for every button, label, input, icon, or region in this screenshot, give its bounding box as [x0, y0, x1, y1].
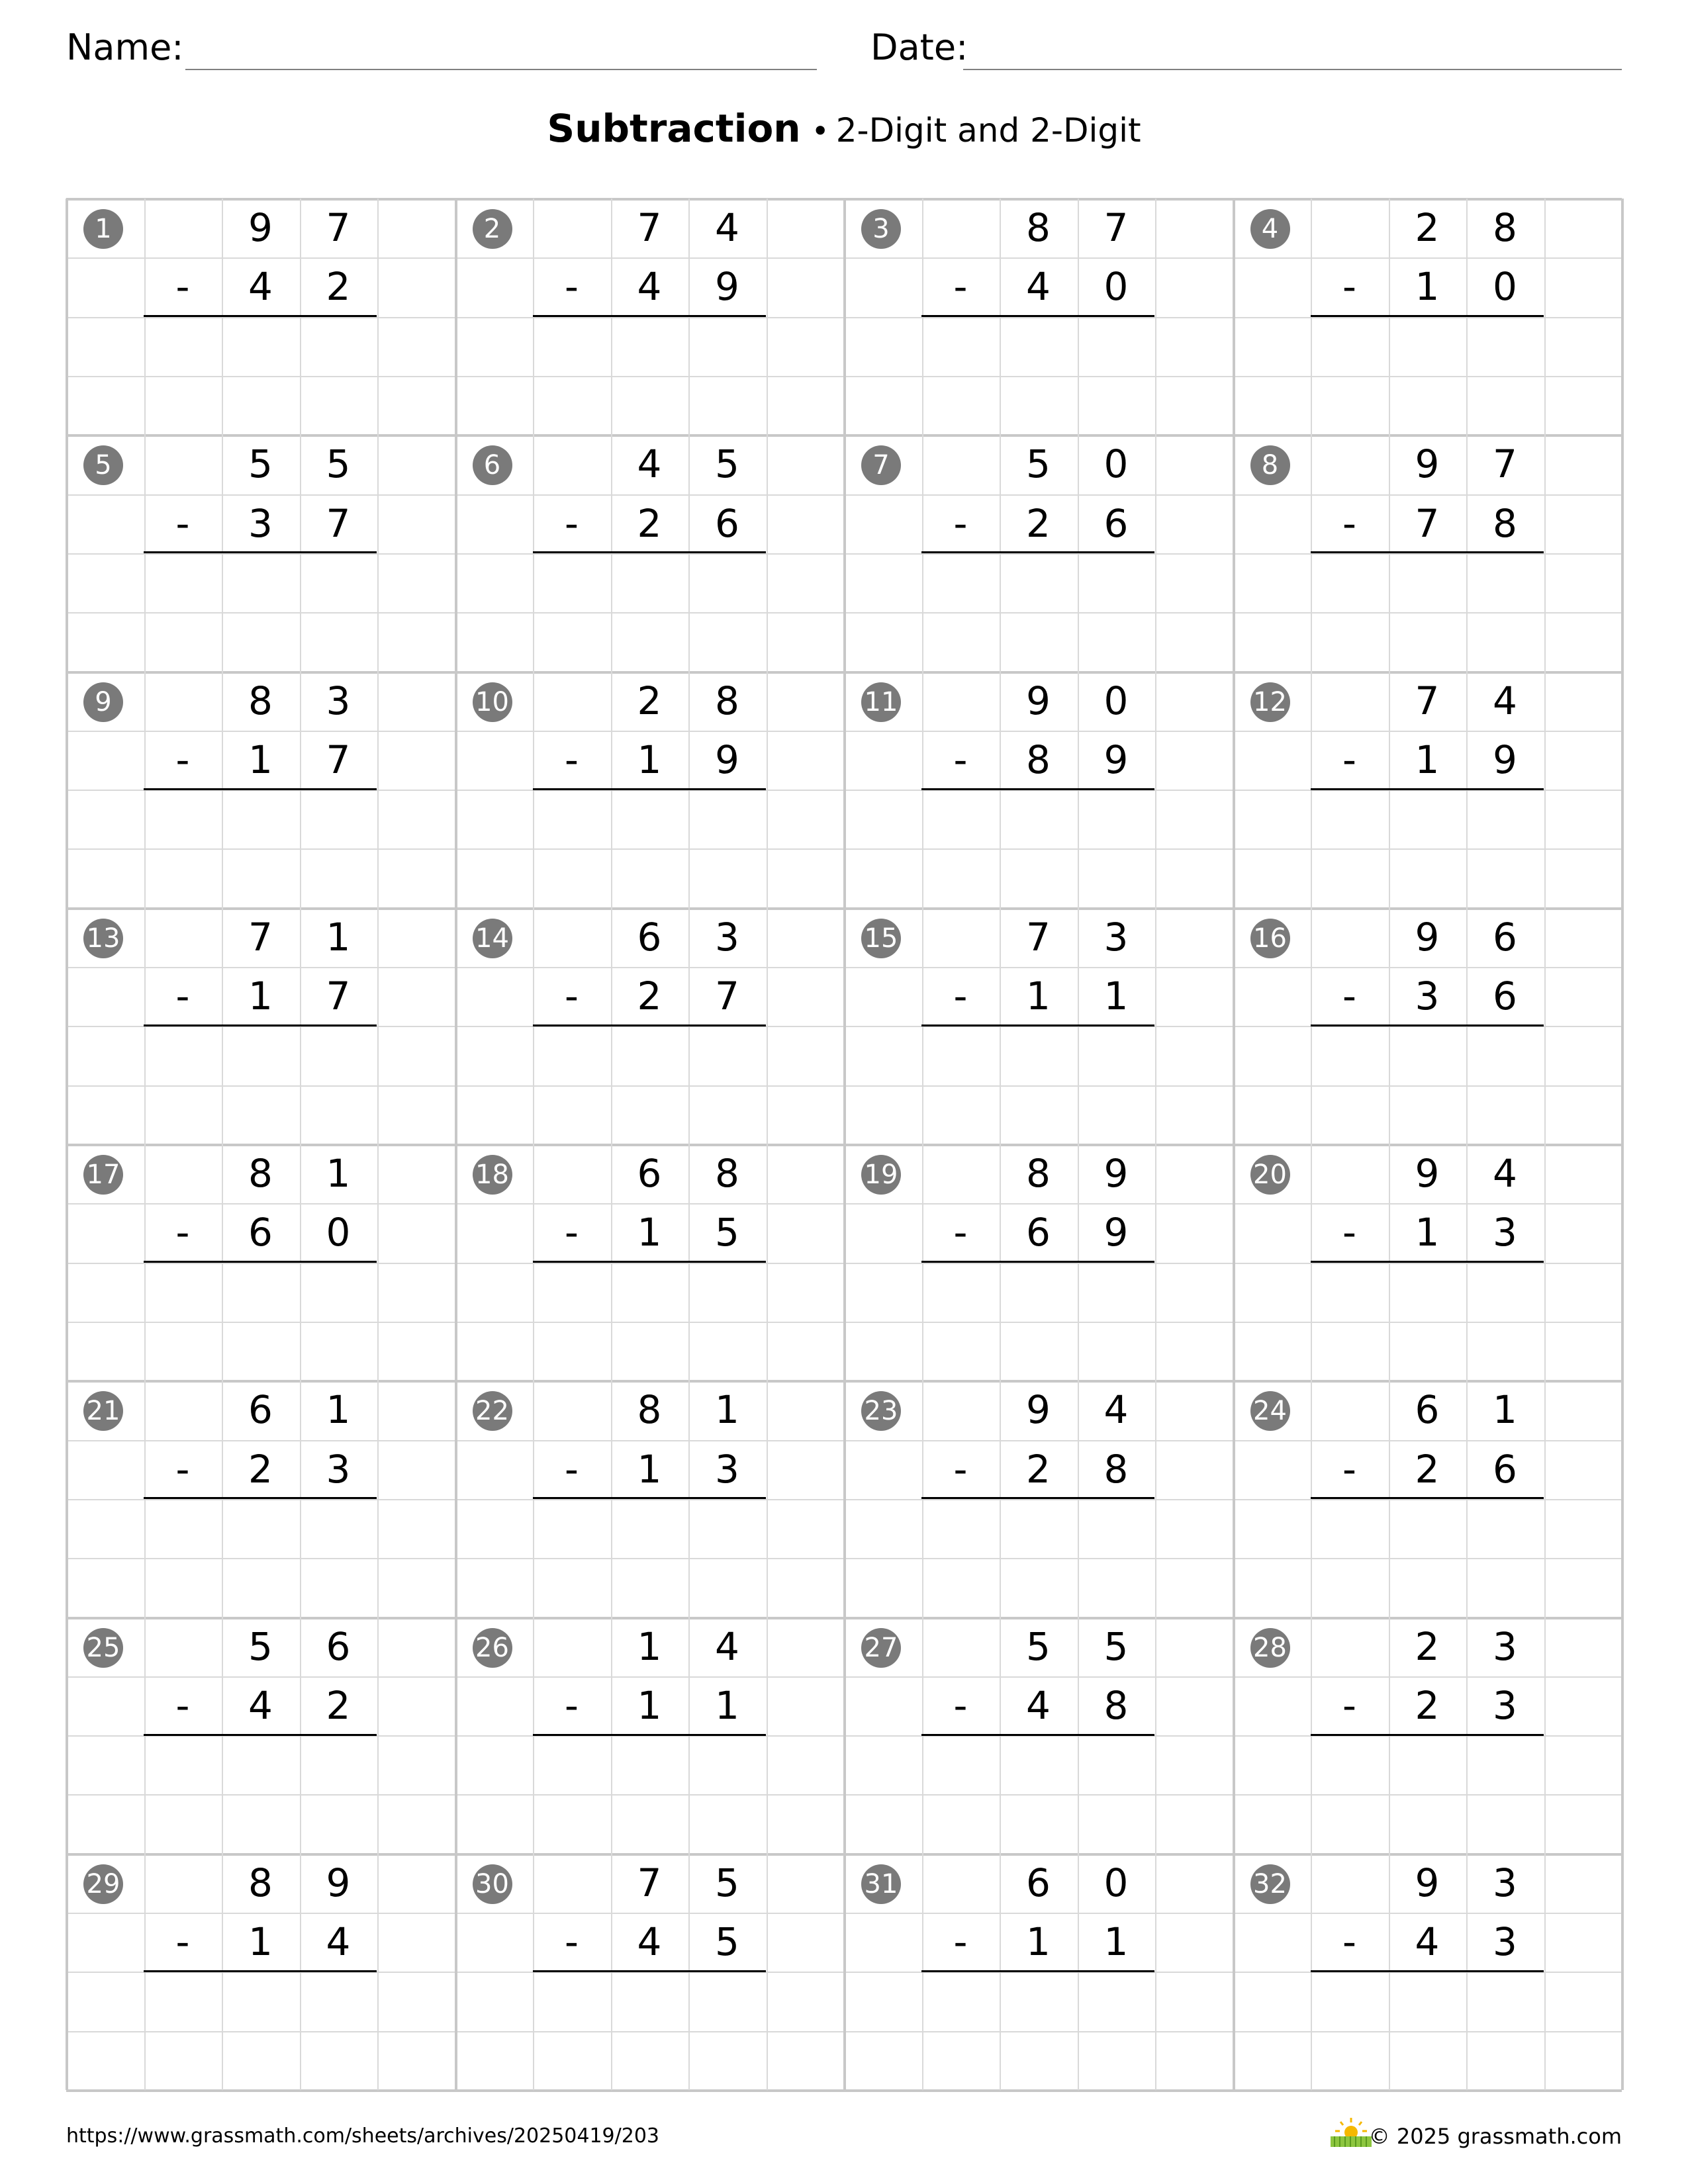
problem-number-badge: 17 [83, 1155, 123, 1195]
minuend-tens-digit: 7 [637, 1860, 662, 1905]
answer-underline [1311, 315, 1544, 317]
problem-25 [66, 1617, 455, 1854]
minus-operator: - [953, 1919, 968, 1965]
answer-underline [921, 1024, 1154, 1026]
subtrahend-ones-digit: 9 [715, 264, 739, 310]
subtrahend-tens-digit: 1 [248, 737, 273, 782]
answer-underline [1311, 1734, 1544, 1736]
problem-number-badge: 7 [861, 445, 901, 485]
subtrahend-tens-digit: 2 [1026, 500, 1051, 546]
minuend-ones-digit: 3 [715, 914, 739, 960]
minuend-tens-digit: 2 [1415, 205, 1440, 250]
subtrahend-tens-digit: 7 [1415, 500, 1440, 546]
minuend-tens-digit: 9 [1026, 1387, 1051, 1433]
problem-22 [455, 1381, 844, 1617]
date-label: Date: [870, 26, 968, 68]
minuend-tens-digit: 7 [1415, 678, 1440, 723]
worksheet-title [0, 106, 1688, 151]
subtrahend-ones-digit: 9 [715, 737, 739, 782]
minuend-tens-digit: 2 [637, 678, 662, 723]
subtrahend-tens-digit: 4 [248, 1682, 273, 1728]
title-main: Subtraction [547, 106, 801, 151]
problem-7 [844, 435, 1233, 671]
minuend-ones-digit: 8 [715, 1151, 739, 1196]
minuend-ones-digit: 1 [715, 1387, 739, 1433]
minus-operator: - [953, 1210, 968, 1255]
minuend-ones-digit: 0 [1103, 441, 1129, 487]
subtrahend-ones-digit: 3 [326, 1446, 351, 1492]
problem-number-badge: 4 [1250, 209, 1290, 249]
subtrahend-ones-digit: 8 [1103, 1682, 1129, 1728]
answer-underline [533, 1734, 766, 1736]
minus-operator: - [1342, 974, 1356, 1019]
answer-underline [533, 315, 766, 317]
problem-28 [1233, 1617, 1622, 1854]
problem-number-badge: 26 [473, 1628, 512, 1668]
grass-sun-logo-icon [1329, 2115, 1373, 2148]
minus-operator: - [565, 1210, 579, 1255]
minuend-ones-digit: 5 [715, 1860, 739, 1905]
minuend-ones-digit: 7 [326, 205, 351, 250]
subtrahend-tens-digit: 1 [637, 1210, 662, 1255]
minus-operator: - [175, 1210, 190, 1255]
minuend-tens-digit: 8 [248, 1151, 273, 1196]
problem-29 [66, 1854, 455, 2090]
subtrahend-tens-digit: 4 [1026, 264, 1051, 310]
minuend-ones-digit: 7 [1103, 205, 1129, 250]
answer-underline [144, 1970, 377, 1972]
minuend-tens-digit: 7 [248, 914, 273, 960]
minuend-ones-digit: 1 [326, 1387, 351, 1433]
minus-operator: - [175, 1919, 190, 1965]
minus-operator: - [1342, 1919, 1356, 1965]
problem-number-badge: 27 [861, 1628, 901, 1668]
minus-operator: - [953, 264, 968, 310]
minuend-tens-digit: 9 [248, 205, 273, 250]
answer-underline [533, 1261, 766, 1263]
answer-underline [533, 1970, 766, 1972]
minuend-ones-digit: 1 [326, 914, 351, 960]
answer-underline [1311, 1497, 1544, 1499]
answer-underline [1311, 1261, 1544, 1263]
problem-number-badge: 21 [83, 1391, 123, 1431]
minuend-ones-digit: 1 [1493, 1387, 1517, 1433]
problem-13 [66, 908, 455, 1144]
problem-14 [455, 908, 844, 1144]
subtrahend-ones-digit: 7 [326, 974, 351, 1019]
answer-underline [144, 788, 377, 790]
minuend-ones-digit: 0 [1103, 1860, 1129, 1905]
minuend-ones-digit: 7 [1493, 441, 1517, 487]
problem-number-badge: 23 [861, 1391, 901, 1431]
subtrahend-ones-digit: 1 [715, 1682, 739, 1728]
problem-32 [1233, 1854, 1622, 2090]
minus-operator: - [953, 737, 968, 782]
subtrahend-ones-digit: 6 [1103, 500, 1129, 546]
minus-operator: - [175, 974, 190, 1019]
answer-underline [144, 551, 377, 553]
minuend-ones-digit: 4 [1103, 1387, 1129, 1433]
subtrahend-ones-digit: 9 [1103, 1210, 1129, 1255]
minus-operator: - [1342, 264, 1356, 310]
subtrahend-ones-digit: 2 [326, 1682, 351, 1728]
minuend-ones-digit: 8 [715, 678, 739, 723]
subtrahend-ones-digit: 0 [1103, 264, 1129, 310]
minus-operator: - [953, 1446, 968, 1492]
minuend-tens-digit: 4 [637, 441, 662, 487]
minus-operator: - [175, 264, 190, 310]
subtrahend-ones-digit: 0 [1493, 264, 1517, 310]
minuend-tens-digit: 7 [1026, 914, 1051, 960]
minus-operator: - [175, 737, 190, 782]
minus-operator: - [1342, 1210, 1356, 1255]
subtrahend-ones-digit: 1 [1103, 1919, 1129, 1965]
subtrahend-ones-digit: 0 [326, 1210, 351, 1255]
footer-url: https://www.grassmath.com/sheets/archives/20250419/203 [66, 2124, 660, 2148]
problem-number-badge: 24 [1250, 1391, 1290, 1431]
problem-number-badge: 12 [1250, 682, 1290, 722]
problem-10 [455, 672, 844, 908]
minus-operator: - [565, 737, 579, 782]
problem-2 [455, 199, 844, 435]
minus-operator: - [565, 1446, 579, 1492]
answer-underline [921, 315, 1154, 317]
subtrahend-ones-digit: 9 [1103, 737, 1129, 782]
minuend-ones-digit: 3 [1493, 1623, 1517, 1669]
problem-3 [844, 199, 1233, 435]
answer-underline [921, 551, 1154, 553]
answer-underline [144, 1497, 377, 1499]
problem-number-badge: 1 [83, 209, 123, 249]
problem-grid [66, 199, 1622, 2090]
problem-19 [844, 1144, 1233, 1381]
title-separator: • [811, 113, 829, 149]
minus-operator: - [953, 500, 968, 546]
answer-underline [533, 788, 766, 790]
minuend-tens-digit: 1 [637, 1623, 662, 1669]
minuend-ones-digit: 9 [326, 1860, 351, 1905]
minuend-tens-digit: 7 [637, 205, 662, 250]
minuend-ones-digit: 9 [1103, 1151, 1129, 1196]
subtrahend-tens-digit: 1 [248, 974, 273, 1019]
name-label: Name: [66, 26, 184, 68]
subtrahend-ones-digit: 8 [1103, 1446, 1129, 1492]
minus-operator: - [175, 500, 190, 546]
minuend-tens-digit: 9 [1415, 441, 1440, 487]
problem-number-badge: 5 [83, 445, 123, 485]
subtrahend-tens-digit: 3 [248, 500, 273, 546]
subtrahend-ones-digit: 3 [1493, 1919, 1517, 1965]
subtrahend-tens-digit: 4 [1415, 1919, 1440, 1965]
minuend-tens-digit: 9 [1415, 1860, 1440, 1905]
minuend-tens-digit: 6 [1026, 1860, 1051, 1905]
subtrahend-ones-digit: 4 [326, 1919, 351, 1965]
subtrahend-tens-digit: 1 [637, 737, 662, 782]
answer-underline [1311, 1970, 1544, 1972]
problem-number-badge: 15 [861, 919, 901, 958]
minuend-tens-digit: 6 [637, 1151, 662, 1196]
answer-underline [533, 1024, 766, 1026]
problem-number-badge: 20 [1250, 1155, 1290, 1195]
subtrahend-ones-digit: 6 [1493, 974, 1517, 1019]
problem-number-badge: 16 [1250, 919, 1290, 958]
problem-number-badge: 2 [473, 209, 512, 249]
minuend-tens-digit: 8 [248, 678, 273, 723]
answer-underline [921, 1970, 1154, 1972]
problem-number-badge: 14 [473, 919, 512, 958]
subtrahend-ones-digit: 1 [1103, 974, 1129, 1019]
subtrahend-ones-digit: 2 [326, 264, 351, 310]
subtrahend-tens-digit: 4 [248, 264, 273, 310]
answer-underline [144, 315, 377, 317]
name-field-line[interactable] [185, 69, 817, 70]
minuend-tens-digit: 5 [248, 1623, 273, 1669]
subtrahend-tens-digit: 1 [1415, 1210, 1440, 1255]
subtrahend-ones-digit: 7 [326, 500, 351, 546]
problem-4 [1233, 199, 1622, 435]
subtrahend-tens-digit: 2 [637, 500, 662, 546]
problem-number-badge: 10 [473, 682, 512, 722]
problem-8 [1233, 435, 1622, 671]
answer-underline [921, 1734, 1154, 1736]
minus-operator: - [1342, 1682, 1356, 1728]
minuend-ones-digit: 6 [326, 1623, 351, 1669]
minuend-tens-digit: 5 [248, 441, 273, 487]
minus-operator: - [1342, 1446, 1356, 1492]
minus-operator: - [953, 974, 968, 1019]
minus-operator: - [565, 1682, 579, 1728]
problem-18 [455, 1144, 844, 1381]
minuend-tens-digit: 9 [1026, 678, 1051, 723]
minuend-ones-digit: 8 [1493, 205, 1517, 250]
minuend-tens-digit: 6 [1415, 1387, 1440, 1433]
minuend-ones-digit: 4 [715, 205, 739, 250]
minuend-ones-digit: 3 [326, 678, 351, 723]
problem-number-badge: 6 [473, 445, 512, 485]
subtrahend-tens-digit: 2 [637, 974, 662, 1019]
minuend-ones-digit: 4 [1493, 678, 1517, 723]
problem-number-badge: 18 [473, 1155, 512, 1195]
minuend-ones-digit: 1 [326, 1151, 351, 1196]
answer-underline [1311, 551, 1544, 553]
answer-underline [144, 1734, 377, 1736]
subtrahend-tens-digit: 1 [1026, 1919, 1051, 1965]
minuend-ones-digit: 5 [326, 441, 351, 487]
problem-11 [844, 672, 1233, 908]
subtrahend-tens-digit: 1 [1415, 737, 1440, 782]
footer-copyright: © 2025 grassmath.com [1368, 2124, 1622, 2149]
date-field-line[interactable] [963, 69, 1622, 70]
problem-26 [455, 1617, 844, 1854]
minuend-ones-digit: 0 [1103, 678, 1129, 723]
answer-underline [921, 1497, 1154, 1499]
minuend-tens-digit: 5 [1026, 1623, 1051, 1669]
subtrahend-tens-digit: 1 [637, 1682, 662, 1728]
minus-operator: - [565, 264, 579, 310]
problem-21 [66, 1381, 455, 1617]
minus-operator: - [565, 974, 579, 1019]
problem-17 [66, 1144, 455, 1381]
subtrahend-tens-digit: 2 [1415, 1446, 1440, 1492]
minuend-tens-digit: 8 [248, 1860, 273, 1905]
minuend-ones-digit: 3 [1103, 914, 1129, 960]
problem-number-badge: 30 [473, 1864, 512, 1904]
minuend-tens-digit: 2 [1415, 1623, 1440, 1669]
problem-number-badge: 29 [83, 1864, 123, 1904]
minus-operator: - [1342, 500, 1356, 546]
problem-number-badge: 32 [1250, 1864, 1290, 1904]
subtrahend-tens-digit: 1 [1415, 264, 1440, 310]
minuend-ones-digit: 4 [715, 1623, 739, 1669]
problem-20 [1233, 1144, 1622, 1381]
answer-underline [1311, 1024, 1544, 1026]
minuend-tens-digit: 8 [637, 1387, 662, 1433]
minuend-ones-digit: 5 [715, 441, 739, 487]
minuend-ones-digit: 4 [1493, 1151, 1517, 1196]
minus-operator: - [565, 1919, 579, 1965]
problem-1 [66, 199, 455, 435]
subtrahend-tens-digit: 2 [248, 1446, 273, 1492]
subtrahend-tens-digit: 1 [248, 1919, 273, 1965]
minuend-tens-digit: 9 [1415, 914, 1440, 960]
minuend-tens-digit: 6 [248, 1387, 273, 1433]
subtrahend-tens-digit: 2 [1415, 1682, 1440, 1728]
subtrahend-ones-digit: 8 [1493, 500, 1517, 546]
problem-31 [844, 1854, 1233, 2090]
subtrahend-ones-digit: 6 [715, 500, 739, 546]
subtrahend-ones-digit: 7 [715, 974, 739, 1019]
minus-operator: - [565, 500, 579, 546]
subtrahend-tens-digit: 4 [1026, 1682, 1051, 1728]
problem-9 [66, 672, 455, 908]
subtrahend-ones-digit: 5 [715, 1210, 739, 1255]
minuend-tens-digit: 8 [1026, 205, 1051, 250]
problem-30 [455, 1854, 844, 2090]
subtrahend-tens-digit: 2 [1026, 1446, 1051, 1492]
minuend-ones-digit: 3 [1493, 1860, 1517, 1905]
problem-number-badge: 13 [83, 919, 123, 958]
minuend-tens-digit: 9 [1415, 1151, 1440, 1196]
subtrahend-tens-digit: 1 [637, 1446, 662, 1492]
subtrahend-tens-digit: 4 [637, 1919, 662, 1965]
problem-15 [844, 908, 1233, 1144]
problem-12 [1233, 672, 1622, 908]
problem-6 [455, 435, 844, 671]
problem-16 [1233, 908, 1622, 1144]
minus-operator: - [175, 1446, 190, 1492]
answer-underline [533, 551, 766, 553]
problem-5 [66, 435, 455, 671]
minus-operator: - [953, 1682, 968, 1728]
problem-number-badge: 31 [861, 1864, 901, 1904]
subtrahend-ones-digit: 3 [1493, 1210, 1517, 1255]
problem-number-badge: 11 [861, 682, 901, 722]
problem-number-badge: 22 [473, 1391, 512, 1431]
problem-number-badge: 28 [1250, 1628, 1290, 1668]
subtrahend-tens-digit: 4 [637, 264, 662, 310]
subtrahend-ones-digit: 9 [1493, 737, 1517, 782]
answer-underline [921, 1261, 1154, 1263]
minuend-tens-digit: 8 [1026, 1151, 1051, 1196]
answer-underline [533, 1497, 766, 1499]
subtrahend-tens-digit: 6 [248, 1210, 273, 1255]
problem-number-badge: 3 [861, 209, 901, 249]
subtrahend-tens-digit: 3 [1415, 974, 1440, 1019]
minuend-ones-digit: 5 [1103, 1623, 1129, 1669]
answer-underline [144, 1024, 377, 1026]
title-subtitle: 2-Digit and 2-Digit [835, 111, 1141, 150]
answer-underline [921, 788, 1154, 790]
subtrahend-ones-digit: 6 [1493, 1446, 1517, 1492]
subtrahend-ones-digit: 3 [1493, 1682, 1517, 1728]
subtrahend-tens-digit: 6 [1026, 1210, 1051, 1255]
subtrahend-ones-digit: 3 [715, 1446, 739, 1492]
subtrahend-tens-digit: 8 [1026, 737, 1051, 782]
grid-line-vertical [1621, 199, 1624, 2090]
answer-underline [144, 1261, 377, 1263]
problem-24 [1233, 1381, 1622, 1617]
minus-operator: - [175, 1682, 190, 1728]
problem-27 [844, 1617, 1233, 1854]
problem-23 [844, 1381, 1233, 1617]
minus-operator: - [1342, 737, 1356, 782]
problem-number-badge: 19 [861, 1155, 901, 1195]
answer-underline [1311, 788, 1544, 790]
problem-number-badge: 9 [83, 682, 123, 722]
problem-number-badge: 25 [83, 1628, 123, 1668]
subtrahend-ones-digit: 5 [715, 1919, 739, 1965]
minuend-tens-digit: 5 [1026, 441, 1051, 487]
subtrahend-tens-digit: 1 [1026, 974, 1051, 1019]
problem-number-badge: 8 [1250, 445, 1290, 485]
minuend-ones-digit: 6 [1493, 914, 1517, 960]
minuend-tens-digit: 6 [637, 914, 662, 960]
subtrahend-ones-digit: 7 [326, 737, 351, 782]
